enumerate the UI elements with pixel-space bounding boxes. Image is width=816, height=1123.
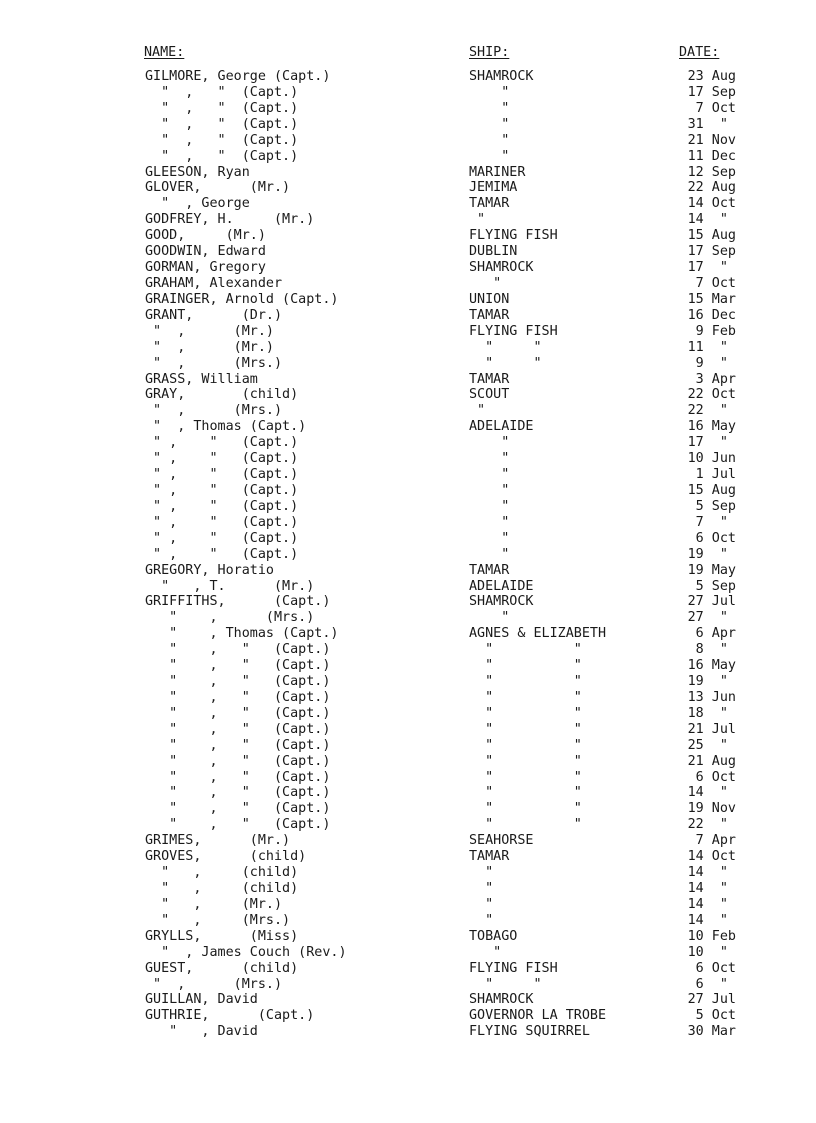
arrival-date: 11 Dec: [687, 148, 736, 164]
ship-name: TAMAR: [469, 307, 510, 323]
arrival-date: 17 ": [687, 435, 736, 451]
arrival-date: 21 Aug: [687, 753, 736, 769]
ship-name: ": [469, 944, 502, 960]
ship-name: ": [469, 881, 494, 897]
list-item: [0, 467, 816, 483]
arrival-date: 14 ": [687, 881, 736, 897]
passenger-name: GLOVER, (Mr.): [145, 180, 291, 196]
passenger-name: " , " (Capt.): [145, 498, 299, 514]
ship-name: ": [469, 896, 494, 912]
arrival-date: 21 Jul: [687, 721, 736, 737]
list-item: [0, 324, 816, 340]
ship-name: FLYING SQUIRREL: [469, 1024, 590, 1040]
list-item: [0, 722, 816, 738]
passenger-name: " , George: [145, 196, 250, 212]
passenger-name: " , T. (Mr.): [145, 578, 315, 594]
list-item: [0, 817, 816, 833]
list-item: [0, 69, 816, 85]
ship-name: " ": [469, 355, 542, 371]
ship-name: GOVERNOR LA TROBE: [469, 1008, 607, 1024]
passenger-name: " , " (Capt.): [145, 785, 331, 801]
ship-name: ": [469, 865, 494, 881]
ship-name: JEMIMA: [469, 180, 518, 196]
ship-name: FLYING FISH: [469, 960, 558, 976]
ship-name: " ": [469, 817, 582, 833]
ship-name: UNION: [469, 291, 510, 307]
arrival-date: 15 Aug: [687, 482, 736, 498]
passenger-name: GORMAN, Gregory: [145, 260, 266, 276]
passenger-name: " , " (Capt.): [145, 148, 299, 164]
ship-name: MARINER: [469, 164, 526, 180]
passenger-name: GROVES, (child): [145, 849, 307, 865]
arrival-date: 6 Oct: [687, 769, 736, 785]
passenger-name: " , (Mrs.): [145, 355, 283, 371]
list-item: [0, 642, 816, 658]
list-item: [0, 865, 816, 881]
arrival-date: 9 ": [687, 355, 736, 371]
passenger-name: GRANT, (Dr.): [145, 307, 283, 323]
list-item: [0, 196, 816, 212]
arrival-date: 22 Aug: [687, 180, 736, 196]
passenger-name: " , (Mrs.): [145, 912, 291, 928]
passenger-name: " , " (Capt.): [145, 530, 299, 546]
ship-name: ADELAIDE: [469, 419, 534, 435]
list-item: [0, 244, 816, 260]
list-item: [0, 738, 816, 754]
ship-name: " ": [469, 339, 542, 355]
passenger-name: " , " (Capt.): [145, 435, 299, 451]
arrival-date: 27 ": [687, 610, 736, 626]
list-item: [0, 833, 816, 849]
list-item: [0, 563, 816, 579]
list-item: [0, 801, 816, 817]
list-item: [0, 276, 816, 292]
list-item: [0, 674, 816, 690]
list-item: [0, 754, 816, 770]
ship-name: " ": [469, 737, 582, 753]
passenger-name: " , " (Capt.): [145, 482, 299, 498]
arrival-date: 17 Sep: [687, 244, 736, 260]
arrival-date: 22 ": [687, 403, 736, 419]
ship-name: " ": [469, 642, 582, 658]
arrival-date: 19 May: [687, 562, 736, 578]
ship-name: ": [469, 482, 510, 498]
ship-name: TAMAR: [469, 849, 510, 865]
ship-name: " ": [469, 801, 582, 817]
arrival-date: 14 ": [687, 912, 736, 928]
passenger-name: " , " (Capt.): [145, 451, 299, 467]
passenger-name: " , Thomas (Capt.): [145, 419, 307, 435]
passenger-name: GREGORY, Horatio: [145, 562, 274, 578]
list-item: [0, 913, 816, 929]
passenger-name: " , Thomas (Capt.): [145, 626, 339, 642]
ship-name: ": [469, 530, 510, 546]
list-item: [0, 945, 816, 961]
arrival-date: 7 ": [687, 514, 736, 530]
list-item: [0, 180, 816, 196]
ship-name: " ": [469, 785, 582, 801]
passenger-name: " , " (Capt.): [145, 817, 331, 833]
arrival-date: 6 Apr: [687, 626, 736, 642]
ship-name: SCOUT: [469, 387, 510, 403]
arrival-date: 30 Mar: [687, 1024, 736, 1040]
passenger-name: " , " (Capt.): [145, 674, 331, 690]
passenger-name: GRIFFITHS, (Capt.): [145, 594, 331, 610]
passenger-name: " , (child): [145, 865, 299, 881]
ship-name: ": [469, 275, 502, 291]
list-item: [0, 85, 816, 101]
passenger-list: [0, 69, 816, 1040]
passenger-name: " , " (Capt.): [145, 467, 299, 483]
arrival-date: 5 Oct: [687, 1008, 736, 1024]
ship-name: SEAHORSE: [469, 833, 534, 849]
arrival-date: 16 Dec: [687, 307, 736, 323]
passenger-name: GLEESON, Ryan: [145, 164, 250, 180]
list-item: [0, 1008, 816, 1024]
list-item: [0, 356, 816, 372]
ship-name: ": [469, 116, 510, 132]
list-item: [0, 212, 816, 228]
arrival-date: 27 Jul: [687, 992, 736, 1008]
passenger-name: GRASS, William: [145, 371, 258, 387]
list-item: [0, 881, 816, 897]
ship-name: DUBLIN: [469, 244, 518, 260]
arrival-date: 17 ": [687, 260, 736, 276]
ship-name: " ": [469, 769, 582, 785]
arrival-date: 31 ": [687, 116, 736, 132]
arrival-date: 5 Sep: [687, 578, 736, 594]
list-item: [0, 531, 816, 547]
arrival-date: 6 Oct: [687, 960, 736, 976]
ship-name: TAMAR: [469, 562, 510, 578]
arrival-date: 3 Apr: [687, 371, 736, 387]
list-item: [0, 260, 816, 276]
arrival-date: 22 Oct: [687, 387, 736, 403]
ship-name: SHAMROCK: [469, 992, 534, 1008]
ship-name: TOBAGO: [469, 928, 518, 944]
arrival-date: 16 May: [687, 658, 736, 674]
passenger-name: " , " (Capt.): [145, 514, 299, 530]
passenger-name: GRIMES, (Mr.): [145, 833, 291, 849]
header-ship: SHIP:: [469, 45, 510, 60]
list-item: [0, 515, 816, 531]
arrival-date: 10 Jun: [687, 451, 736, 467]
list-item: [0, 483, 816, 499]
ship-name: AGNES & ELIZABETH: [469, 626, 607, 642]
ship-name: " ": [469, 705, 582, 721]
arrival-date: 13 Jun: [687, 689, 736, 705]
passenger-name: " , James Couch (Rev.): [145, 944, 347, 960]
ship-name: ": [469, 451, 510, 467]
passenger-name: " , (Mr.): [145, 896, 283, 912]
passenger-name: GUEST, (child): [145, 960, 299, 976]
list-item: [0, 961, 816, 977]
passenger-name: " , " (Capt.): [145, 546, 299, 562]
ship-name: ": [469, 912, 494, 928]
passenger-name: GILMORE, George (Capt.): [145, 69, 331, 84]
header-name: NAME:: [144, 45, 185, 60]
arrival-date: 16 May: [687, 419, 736, 435]
arrival-date: 5 Sep: [687, 498, 736, 514]
list-item: [0, 340, 816, 356]
passenger-name: " , " (Capt.): [145, 642, 331, 658]
ship-name: " ": [469, 689, 582, 705]
passenger-name: " , " (Capt.): [145, 801, 331, 817]
arrival-date: 11 ": [687, 339, 736, 355]
passenger-name: GUILLAN, David: [145, 992, 258, 1008]
ship-name: ": [469, 212, 486, 228]
passenger-name: " , " (Capt.): [145, 116, 299, 132]
passenger-name: " , (Mrs.): [145, 403, 283, 419]
passenger-name: GRAHAM, Alexander: [145, 275, 283, 291]
passenger-name: " , " (Capt.): [145, 84, 299, 100]
ship-name: SHAMROCK: [469, 69, 534, 84]
ship-name: ": [469, 546, 510, 562]
list-item: [0, 133, 816, 149]
passenger-name: " , " (Capt.): [145, 753, 331, 769]
arrival-date: 14 ": [687, 865, 736, 881]
passenger-name: " , " (Capt.): [145, 658, 331, 674]
ship-name: ": [469, 498, 510, 514]
ship-name: " ": [469, 674, 582, 690]
passenger-name: " , (Mr.): [145, 323, 274, 339]
list-item: [0, 292, 816, 308]
passenger-name: GRYLLS, (Miss): [145, 928, 299, 944]
ship-name: " ": [469, 721, 582, 737]
arrival-date: 14 ": [687, 212, 736, 228]
ship-name: ": [469, 610, 510, 626]
arrival-date: 19 Nov: [687, 801, 736, 817]
ship-name: FLYING FISH: [469, 323, 558, 339]
ship-name: ": [469, 148, 510, 164]
list-item: [0, 770, 816, 786]
ship-name: ": [469, 132, 510, 148]
passenger-name: " , " (Capt.): [145, 737, 331, 753]
arrival-date: 12 Sep: [687, 164, 736, 180]
ship-name: " ": [469, 976, 542, 992]
list-item: [0, 706, 816, 722]
list-item: [0, 992, 816, 1008]
arrival-date: 25 ": [687, 737, 736, 753]
list-item: [0, 547, 816, 563]
passenger-name: " , " (Capt.): [145, 100, 299, 116]
passenger-name: GOOD, (Mr.): [145, 228, 266, 244]
ship-name: ": [469, 84, 510, 100]
list-item: [0, 658, 816, 674]
ship-name: SHAMROCK: [469, 594, 534, 610]
passenger-name: " , (child): [145, 881, 299, 897]
arrival-date: 10 Feb: [687, 928, 736, 944]
list-item: [0, 419, 816, 435]
list-item: [0, 610, 816, 626]
list-item: [0, 435, 816, 451]
arrival-date: 10 ": [687, 944, 736, 960]
list-item: [0, 977, 816, 993]
list-item: [0, 499, 816, 515]
ship-name: ADELAIDE: [469, 578, 534, 594]
passenger-name: " , (Mrs.): [145, 976, 283, 992]
arrival-date: 6 ": [687, 976, 736, 992]
ship-name: FLYING FISH: [469, 228, 558, 244]
passenger-name: " , David: [145, 1024, 258, 1040]
list-item: [0, 101, 816, 117]
arrival-date: 14 ": [687, 785, 736, 801]
arrival-date: 27 Jul: [687, 594, 736, 610]
list-item: [0, 929, 816, 945]
ship-name: ": [469, 403, 486, 419]
passenger-name: " , " (Capt.): [145, 132, 299, 148]
ship-name: " ": [469, 658, 582, 674]
list-item: [0, 785, 816, 801]
arrival-date: 9 Feb: [687, 323, 736, 339]
passenger-name: " , (Mrs.): [145, 610, 315, 626]
passenger-name: GRAY, (child): [145, 387, 299, 403]
arrival-date: 21 Nov: [687, 132, 736, 148]
ship-name: " ": [469, 753, 582, 769]
list-item: [0, 1024, 816, 1040]
list-item: [0, 228, 816, 244]
ship-name: TAMAR: [469, 196, 510, 212]
header-date: DATE:: [679, 45, 720, 60]
arrival-date: 19 ": [687, 546, 736, 562]
list-item: [0, 897, 816, 913]
list-item: [0, 690, 816, 706]
list-item: [0, 165, 816, 181]
arrival-date: 6 Oct: [687, 530, 736, 546]
arrival-date: 18 ": [687, 705, 736, 721]
passenger-name: GOODWIN, Edward: [145, 244, 266, 260]
ship-name: ": [469, 514, 510, 530]
arrival-date: 15 Mar: [687, 291, 736, 307]
arrival-date: 19 ": [687, 674, 736, 690]
passenger-name: " , " (Capt.): [145, 705, 331, 721]
list-item: [0, 308, 816, 324]
ship-name: ": [469, 435, 510, 451]
list-item: [0, 849, 816, 865]
arrival-date: 7 Oct: [687, 100, 736, 116]
arrival-date: 8 ": [687, 642, 736, 658]
ship-name: ": [469, 100, 510, 116]
list-item: [0, 403, 816, 419]
arrival-date: 14 Oct: [687, 849, 736, 865]
list-item: [0, 594, 816, 610]
arrival-date: 1 Jul: [687, 467, 736, 483]
ship-name: ": [469, 467, 510, 483]
arrival-date: 14 ": [687, 896, 736, 912]
list-item: [0, 149, 816, 165]
arrival-date: 22 ": [687, 817, 736, 833]
list-item: [0, 579, 816, 595]
passenger-name: " , (Mr.): [145, 339, 274, 355]
passenger-name: GODFREY, H. (Mr.): [145, 212, 315, 228]
passenger-name: " , " (Capt.): [145, 769, 331, 785]
arrival-date: 7 Apr: [687, 833, 736, 849]
arrival-date: 23 Aug: [687, 69, 736, 84]
passenger-name: GUTHRIE, (Capt.): [145, 1008, 315, 1024]
passenger-name: GRAINGER, Arnold (Capt.): [145, 291, 339, 307]
ship-name: SHAMROCK: [469, 260, 534, 276]
list-item: [0, 626, 816, 642]
ship-name: TAMAR: [469, 371, 510, 387]
arrival-date: 14 Oct: [687, 196, 736, 212]
arrival-date: 7 Oct: [687, 275, 736, 291]
list-item: [0, 372, 816, 388]
arrival-date: 17 Sep: [687, 84, 736, 100]
list-item: [0, 451, 816, 467]
passenger-name: " , " (Capt.): [145, 689, 331, 705]
list-item: [0, 117, 816, 133]
arrival-date: 15 Aug: [687, 228, 736, 244]
list-item: [0, 387, 816, 403]
passenger-name: " , " (Capt.): [145, 721, 331, 737]
